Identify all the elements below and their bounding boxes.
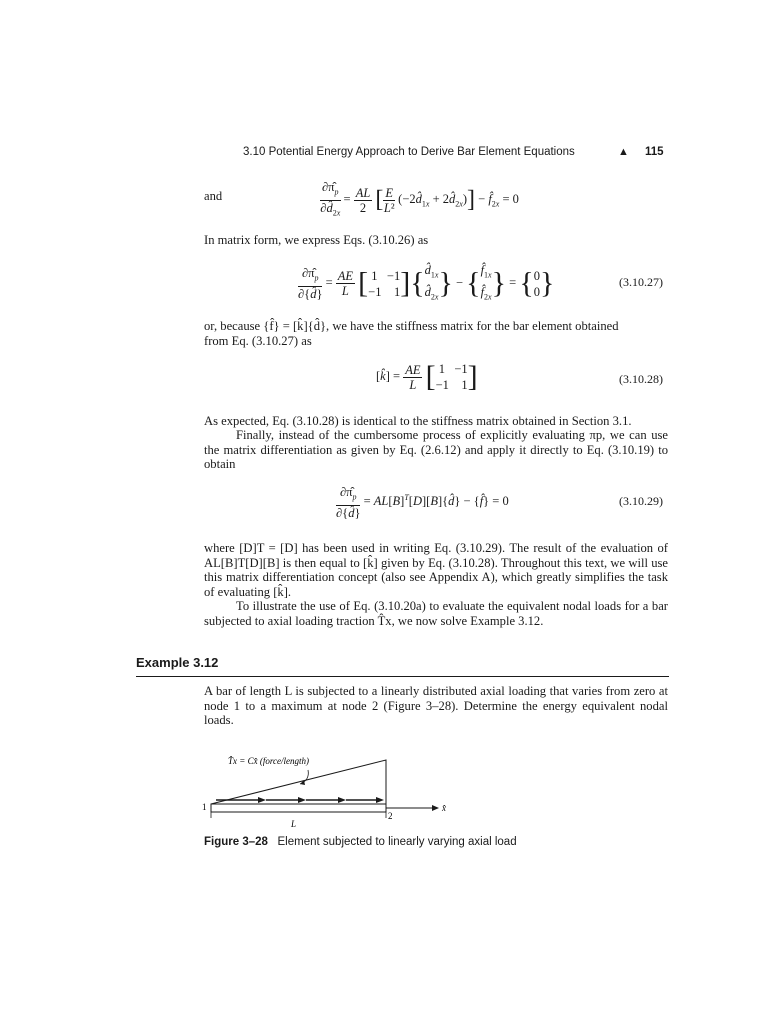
equation-3-10-29: $\frac{\partial\pî_p}{\partial\{d̂\}}$ = $AL[B]^T[D][B]\{d̂\}$ − {f̂} = 0 (336, 485, 509, 520)
paragraph-finally: Finally, instead of the cumbersome process of explicitly evaluating πp, we can use the matrix differentiation as given by Eq. (2.6.12) and apply it directly to Eq. (3.10.19) to obtain (204, 428, 668, 472)
running-header-title: 3.10 Potential Energy Approach to Derive Bar Element Equations (243, 146, 575, 158)
figure-bar-diagram (196, 748, 476, 832)
node-1-label: 1 (202, 802, 207, 812)
paragraph-because-line1: or, because {f̂} = [k̂]{d̂}, we have the stiffness matrix for the bar element obtained (204, 319, 619, 333)
paragraph-as-expected: As expected, Eq. (3.10.28) is identical to the stiffness matrix obtained in Section 3.1. (204, 414, 632, 428)
triangle-marker-icon: ▲ (618, 146, 629, 158)
paragraph-matrix-form: In matrix form, we express Eqs. (3.10.26) as (204, 233, 429, 247)
and-label: and (204, 189, 223, 203)
equation-number-3-10-27: (3.10.27) (619, 275, 663, 289)
equation-number-3-10-28: (3.10.28) (619, 372, 663, 386)
example-text: A bar of length L is subjected to a linearly distributed axial loading that varies from zero at node 1 to a maximum at node 2 (Figure 3–28). Determine the energy equivalent nodal loads. (204, 684, 668, 728)
x-axis-arrowhead (432, 805, 439, 811)
load-label: T̂x = Cx̂ (force/length) (228, 756, 309, 766)
figure-caption (204, 836, 517, 848)
example-rule (136, 676, 669, 677)
equation-dpi-d2x: $\frac{\partial\pî_p}{\partial d̂_{2x}}$ = $\frac{AL}{2}$ [ $\frac{E}{\text{L²}}$ ($-2d̂_{1x}$ + $2d̂_{2x}$)] − $f̂_{2x} = 0$ (320, 180, 519, 217)
figure-caption-text: Element subjected to linearly varying axial load (277, 836, 517, 848)
load-arrows (216, 797, 384, 803)
paragraph-where: where [D]T = [D] has been used in writing Eq. (3.10.29). The result of the evaluation of AL[B]T[D][B] is then equal to [k̂] given by Eq. (3.10.28). Throughout this text, we will use this matrix differentiation concept (also see Appendix A), which greatly simplifies the task of evaluating [k̂]. (204, 541, 668, 599)
figure-caption-label: Figure 3–28 (204, 836, 268, 848)
example-title: Example 3.12 (136, 655, 219, 670)
x-axis-label: x̂ (442, 803, 446, 813)
equation-3-10-28: [k̂] = $\frac{AE}{L}$ [ 1 −1 −1 1] (376, 360, 478, 393)
bar-element (211, 804, 386, 812)
paragraph-illustrate: To illustrate the use of Eq. (3.10.20a) to evaluate the equivalent nodal loads for a bar subjected to axial loading traction T̂x, we now solve Example 3.12. (204, 599, 668, 628)
equation-3-10-27: $\frac{\partial\pî_p}{\partial\{d̂\}}$ = $\frac{AE}{L}$ [ 1 −1 −1 $1]\{d̂_{1x}$ $d̂_{2x}$} − {$f̂_{1x}$ $f̂_{2x}\} = \{0$ 0} (298, 263, 555, 301)
length-label: L (291, 819, 297, 829)
node-2-label: 2 (388, 811, 393, 821)
paragraph-because-line2: from Eq. (3.10.27) as (204, 334, 312, 348)
page-number: 115 (645, 146, 664, 158)
equation-number-3-10-29: (3.10.29) (619, 494, 663, 508)
